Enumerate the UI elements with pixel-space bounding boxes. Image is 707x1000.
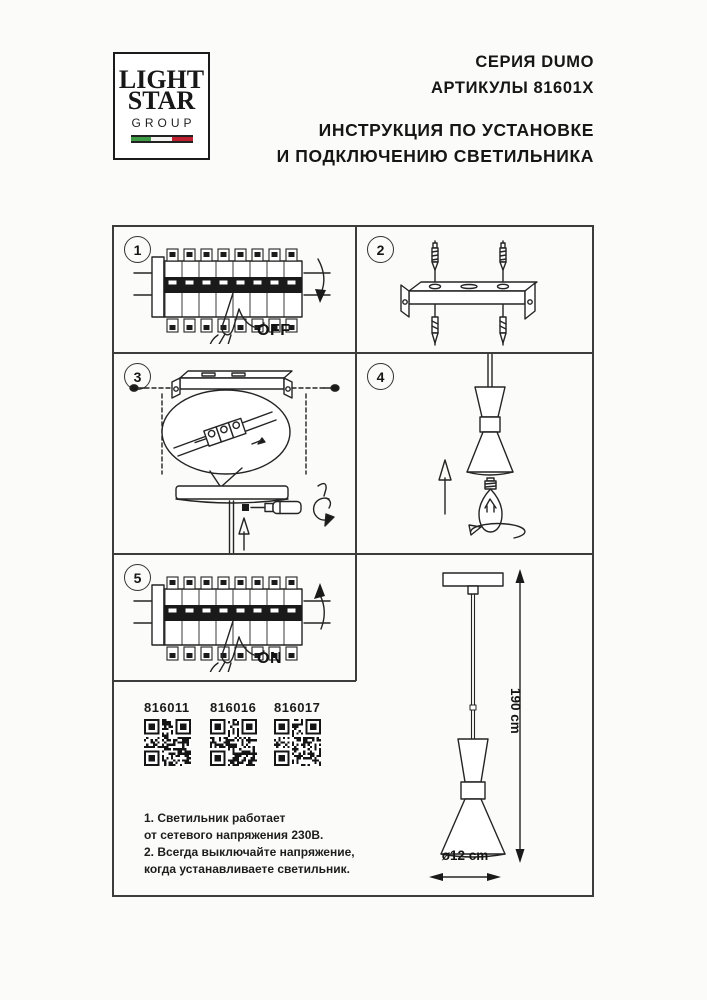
- bracket-screws-illustration: [357, 227, 592, 352]
- step1-panel: [114, 227, 355, 352]
- note-line: от сетевого напряжения 230В.: [144, 828, 324, 842]
- ceiling-canopy: [176, 486, 288, 553]
- step-number-badge: 2: [367, 236, 394, 263]
- step-number-badge: 1: [124, 236, 151, 263]
- logo-word-light: LIGHT: [118, 64, 205, 94]
- qr-code: [274, 719, 321, 766]
- height-dimension-label: 190 cm: [508, 688, 523, 734]
- qr-notes-panel: [114, 682, 355, 895]
- qr-code: [210, 719, 257, 766]
- ceiling-canopy: [443, 573, 503, 594]
- arrow-down-icon: [315, 259, 326, 303]
- pendant-shade: [441, 739, 505, 857]
- qr-block: [210, 700, 260, 766]
- qr-block: [274, 700, 324, 766]
- note-line: 1. Светильник работает: [144, 811, 286, 825]
- qr-block: [144, 700, 194, 766]
- breaker-on-illustration: [132, 567, 332, 672]
- logo-word-group: GROUP: [131, 116, 196, 131]
- step-number-badge: 3: [124, 363, 151, 390]
- off-label: OFF: [257, 322, 291, 339]
- qr-code: [144, 719, 191, 766]
- instruction-table: [112, 225, 594, 897]
- arrow-up-icon: [314, 583, 325, 629]
- series-title: СЕРИЯ DUMO: [475, 53, 594, 71]
- screw-icon: [432, 243, 506, 270]
- terminal-block-magnifier: [162, 390, 290, 486]
- step3-panel: [114, 354, 355, 553]
- diameter-dimension-label: ø12 cm: [441, 848, 489, 863]
- flag-red-stripe: [172, 137, 193, 141]
- flag-green-stripe: [131, 137, 152, 141]
- screwdriver-icon: [251, 502, 301, 514]
- shade-bulb-illustration: [357, 354, 592, 553]
- pendant-shade: [467, 387, 513, 475]
- canopy-mounting-illustration: [114, 354, 355, 553]
- step5-panel: [114, 555, 355, 680]
- diameter-dimension-arrow: [429, 873, 501, 881]
- arrow-up-icon: [239, 518, 249, 550]
- note-line: когда устанавливаете светильник.: [144, 862, 351, 876]
- step2-panel: [357, 227, 592, 352]
- mounting-bracket: [401, 282, 537, 319]
- flag-white-stripe: [151, 137, 172, 141]
- notes: [144, 810, 355, 878]
- instruction-title-line2: И ПОДКЛЮЧЕНИЮ СВЕТИЛЬНИКА: [276, 145, 594, 166]
- step-number-badge: 4: [367, 363, 394, 390]
- qr-label: 816016: [210, 700, 257, 715]
- articles-title: АРТИКУЛЫ 81601X: [431, 78, 594, 97]
- italy-flag-icon: [131, 135, 193, 143]
- on-label: ON: [257, 650, 282, 667]
- arrow-up-icon: [439, 460, 451, 514]
- step4-panel: [357, 354, 592, 553]
- lightstar-logo: [113, 52, 210, 160]
- instruction-title-line1: ИНСТРУКЦИЯ ПО УСТАНОВКЕ: [318, 120, 594, 141]
- breaker-off-illustration: [132, 239, 332, 344]
- rotating-hand-icon: [314, 484, 334, 526]
- document-title-block: [277, 50, 594, 169]
- qr-label: 816017: [274, 700, 321, 715]
- step-number-badge: 5: [124, 564, 151, 591]
- anchor-icon: [432, 317, 506, 343]
- note-line: 2. Всегда выключайте напряжение,: [144, 845, 355, 859]
- pendant-dimensions-panel: [357, 555, 592, 895]
- qr-label: 816011: [144, 700, 190, 715]
- logo-word-star: STAR: [127, 86, 196, 115]
- pendant-dimensions-illustration: [357, 555, 592, 895]
